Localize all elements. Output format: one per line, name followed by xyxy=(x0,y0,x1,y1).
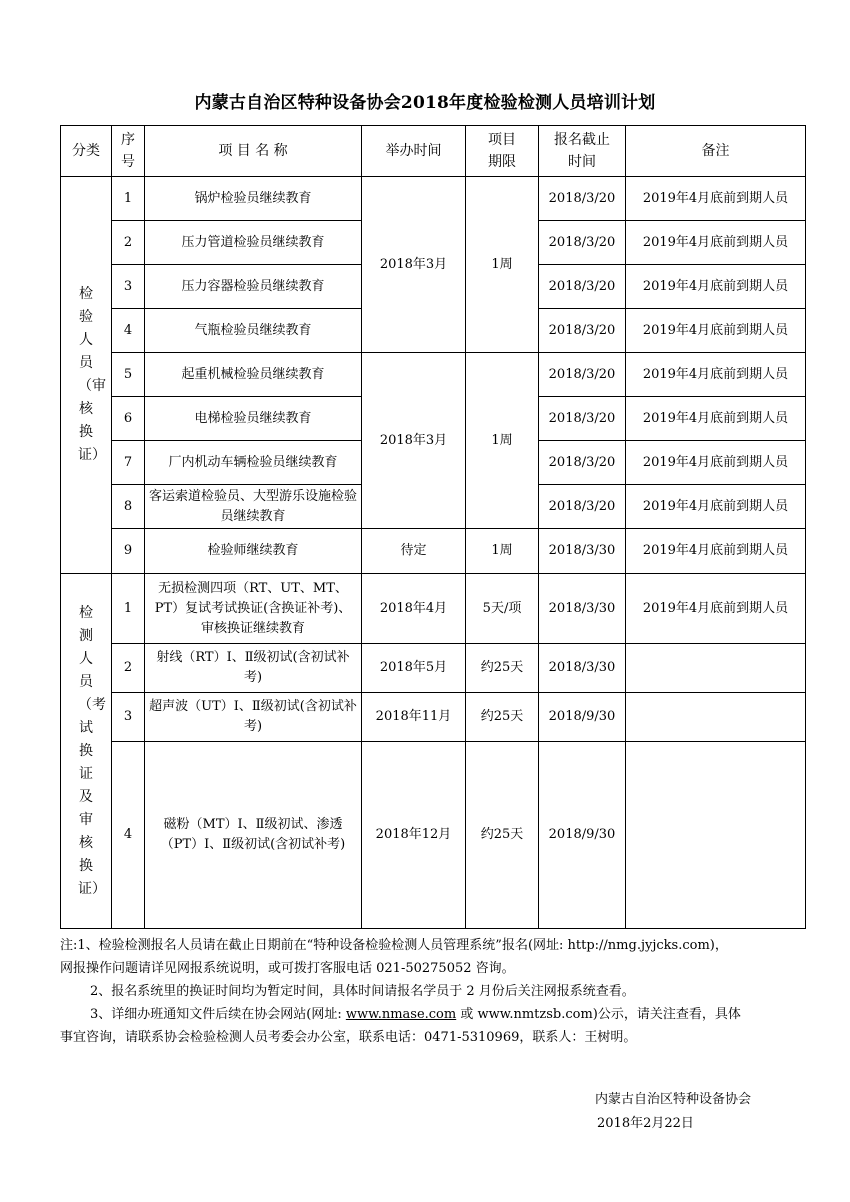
table-row xyxy=(61,742,806,929)
deadline-cell: 2018/3/20 xyxy=(539,221,626,265)
note-1a: 注:1、检验检测报名人员请在截止日期前在“特种设备检验检测人员管理系统”报名(网址: http://nmg.jyjcks.com)， xyxy=(60,938,728,953)
time-cell: 2018年5月 xyxy=(362,644,466,693)
period-cell: 1周 xyxy=(466,353,539,529)
note-1b: 网报操作问题请详见网报系统说明，或可拨打客服电话 021-50275052 咨询。 xyxy=(60,961,515,976)
seq-cell: 1 xyxy=(112,177,145,221)
website-link[interactable]: www.nmase.com xyxy=(345,1007,457,1022)
seq-cell: 1 xyxy=(112,574,145,644)
seq-cell: 9 xyxy=(112,529,145,574)
header-period: 项目期限 xyxy=(466,126,539,177)
time-cell: 2018年3月 xyxy=(362,353,466,529)
category-cell xyxy=(61,574,112,929)
deadline-cell: 2018/3/20 xyxy=(539,177,626,221)
seq-cell: 3 xyxy=(112,265,145,309)
seq-cell: 7 xyxy=(112,441,145,485)
note-3a-pre: 3、详细办班通知文件后续在协会网站(网址: xyxy=(90,1007,346,1022)
seq-cell: 3 xyxy=(112,693,145,742)
remark-cell: 2019年4月底前到期人员 xyxy=(626,265,806,309)
note-3a-post: 或 www.nmtzsb.com)公示，请关注查看，具体 xyxy=(456,1007,741,1022)
table-row xyxy=(61,644,806,693)
project-name-cell: 客运索道检验员、大型游乐设施检验员继续教育 xyxy=(145,485,362,529)
header-name: 项 目 名 称 xyxy=(145,126,362,177)
period-cell: 约25天 xyxy=(466,644,539,693)
seq-cell: 2 xyxy=(112,221,145,265)
period-cell: 1周 xyxy=(466,529,539,574)
period-cell: 1周 xyxy=(466,177,539,353)
note-2: 2、报名系统里的换证时间均为暂定时间，具体时间请报名学员于 2 月份后关注网报系统查看。 xyxy=(90,984,635,999)
table-header-row xyxy=(61,126,806,177)
table-row xyxy=(61,529,806,574)
seq-cell: 6 xyxy=(112,397,145,441)
remark-cell: 2019年4月底前到期人员 xyxy=(626,177,806,221)
remark-cell: 2019年4月底前到期人员 xyxy=(626,485,806,529)
project-name-cell: 磁粉（MT）Ⅰ、Ⅱ级初试、渗透（PT）Ⅰ、Ⅱ级初试(含初试补考) xyxy=(145,742,362,929)
remark-cell: 2019年4月底前到期人员 xyxy=(626,574,806,644)
notes xyxy=(60,934,805,1049)
project-name-cell: 压力管道检验员继续教育 xyxy=(145,221,362,265)
period-cell: 5天/项 xyxy=(466,574,539,644)
deadline-cell: 2018/3/30 xyxy=(539,574,626,644)
header-seq: 序号 xyxy=(112,126,145,177)
deadline-cell: 2018/9/30 xyxy=(539,693,626,742)
time-cell: 2018年11月 xyxy=(362,693,466,742)
deadline-cell: 2018/3/20 xyxy=(539,485,626,529)
project-name-cell: 气瓶检验员继续教育 xyxy=(145,309,362,353)
table-row xyxy=(61,693,806,742)
project-name-cell: 压力容器检验员继续教育 xyxy=(145,265,362,309)
remark-cell: 2019年4月底前到期人员 xyxy=(626,397,806,441)
project-name-cell: 射线（RT）Ⅰ、Ⅱ级初试(含初试补考) xyxy=(145,644,362,693)
seq-cell: 4 xyxy=(112,742,145,929)
deadline-cell: 2018/3/20 xyxy=(539,265,626,309)
table-row xyxy=(61,353,806,397)
deadline-cell: 2018/3/30 xyxy=(539,529,626,574)
category-label: 检测人员（考试换证及审核换证） xyxy=(78,604,106,897)
time-cell: 待定 xyxy=(362,529,466,574)
table-row xyxy=(61,177,806,221)
deadline-cell: 2018/3/20 xyxy=(539,309,626,353)
remark-cell: 2019年4月底前到期人员 xyxy=(626,441,806,485)
seq-cell: 4 xyxy=(112,309,145,353)
project-name-cell: 检验师继续教育 xyxy=(145,529,362,574)
remark-cell xyxy=(626,693,806,742)
project-name-cell: 超声波（UT）Ⅰ、Ⅱ级初试(含初试补考) xyxy=(145,693,362,742)
document-title: 内蒙古自治区特种设备协会2018年度检验检测人员培训计划 xyxy=(194,93,656,113)
deadline-cell: 2018/3/20 xyxy=(539,441,626,485)
time-cell: 2018年12月 xyxy=(362,742,466,929)
project-name-cell: 厂内机动车辆检验员继续教育 xyxy=(145,441,362,485)
time-cell: 2018年3月 xyxy=(362,177,466,353)
note-3b: 事宜咨询，请联系协会检验检测人员考委会办公室，联系电话：0471-5310969，联系人：王树明。 xyxy=(60,1030,637,1045)
project-name-cell: 锅炉检验员继续教育 xyxy=(145,177,362,221)
remark-cell xyxy=(626,644,806,693)
category-label: 检验人员（审核换证） xyxy=(78,286,106,463)
deadline-cell: 2018/9/30 xyxy=(539,742,626,929)
seq-cell: 8 xyxy=(112,485,145,529)
remark-cell xyxy=(626,742,806,929)
project-name-cell: 无损检测四项（RT、UT、MT、PT）复试考试换证(含换证补考)、审核换证继续教育 xyxy=(145,574,362,644)
remark-cell: 2019年4月底前到期人员 xyxy=(626,353,806,397)
period-cell: 约25天 xyxy=(466,742,539,929)
header-deadline: 报名截止时间 xyxy=(539,126,626,177)
signature-date: 2018年2月22日 xyxy=(597,1116,694,1131)
time-cell: 2018年4月 xyxy=(362,574,466,644)
signature-org: 内蒙古自治区特种设备协会 xyxy=(595,1092,752,1107)
period-cell: 约25天 xyxy=(466,693,539,742)
seq-cell: 5 xyxy=(112,353,145,397)
remark-cell: 2019年4月底前到期人员 xyxy=(626,529,806,574)
project-name-cell: 电梯检验员继续教育 xyxy=(145,397,362,441)
seq-cell: 2 xyxy=(112,644,145,693)
category-cell xyxy=(61,177,112,574)
deadline-cell: 2018/3/30 xyxy=(539,644,626,693)
header-time: 举办时间 xyxy=(362,126,466,177)
header-category: 分类 xyxy=(61,126,112,177)
remark-cell: 2019年4月底前到期人员 xyxy=(626,309,806,353)
training-plan-table xyxy=(60,125,806,929)
signature-block xyxy=(595,1088,751,1136)
remark-cell: 2019年4月底前到期人员 xyxy=(626,221,806,265)
table-body xyxy=(61,177,806,929)
header-remark: 备注 xyxy=(626,126,806,177)
deadline-cell: 2018/3/20 xyxy=(539,353,626,397)
project-name-cell: 起重机械检验员继续教育 xyxy=(145,353,362,397)
table-row xyxy=(61,574,806,644)
deadline-cell: 2018/3/20 xyxy=(539,397,626,441)
note-3a xyxy=(60,1003,805,1026)
